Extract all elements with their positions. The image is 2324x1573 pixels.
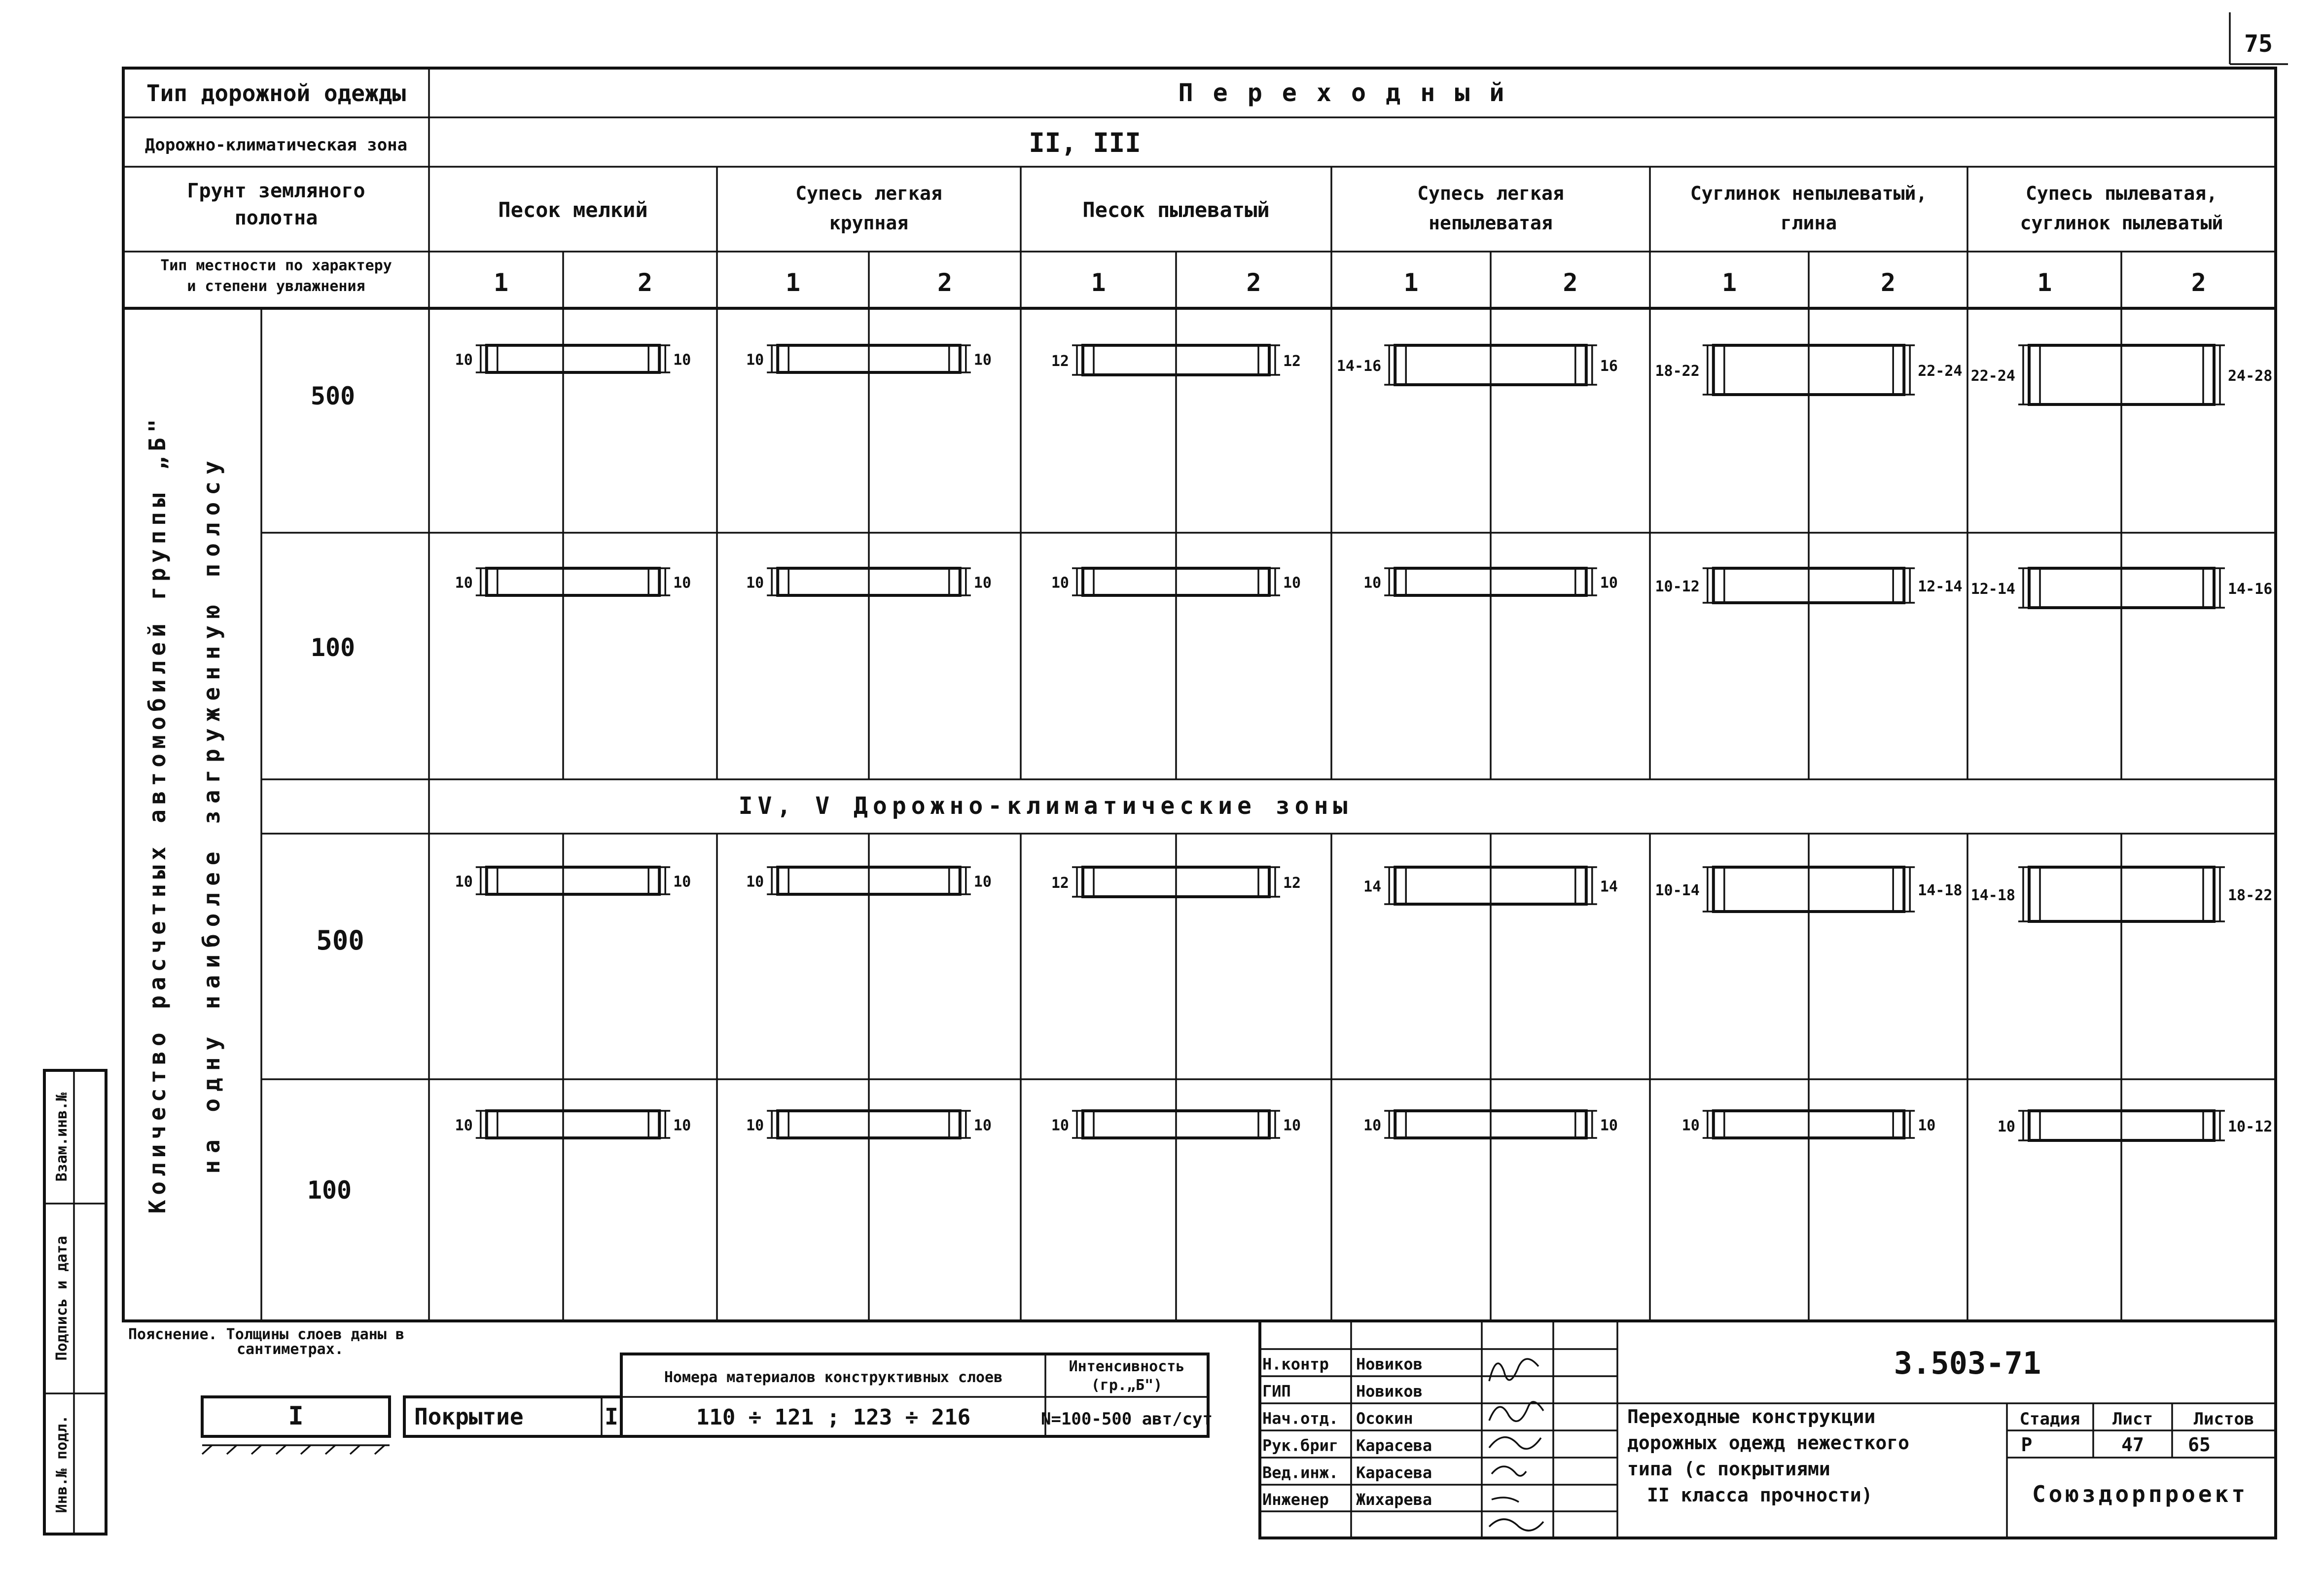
page-number: 75 [2244, 30, 2273, 58]
materials-value: 110 ÷ 121 ; 123 ÷ 216 [696, 1405, 971, 1430]
signature-rows [1262, 1355, 1432, 1509]
sheet-label: Лист [2112, 1409, 2153, 1429]
pavement-section [455, 345, 691, 372]
soil-header-4-line2: непылеватая [1429, 212, 1553, 234]
thickness-right: 10 [973, 1117, 992, 1134]
terrain-label: Тип местности по характеру и степени увлажнения [160, 257, 392, 295]
thickness-right: 14-16 [2228, 581, 2273, 598]
desc-line4: II класса прочности) [1647, 1484, 1873, 1506]
row-value-3: 500 [316, 925, 364, 956]
thickness-right: 10 [673, 873, 691, 891]
legend-layer-name: Покрытие [414, 1403, 524, 1430]
row-value-1: 500 [310, 382, 356, 410]
materials-header: Номера материалов конструктивных слоев [664, 1369, 1003, 1386]
signature-name: Карасева [1356, 1436, 1432, 1455]
soil-header-5-line2: глина [1780, 212, 1837, 234]
main-table-border [123, 68, 2276, 1321]
thickness-left: 10 [455, 574, 473, 592]
terrain-type-1: 1 [493, 268, 509, 297]
document-code: 3.503-71 [1894, 1345, 2041, 1381]
signature-name: Осокин [1356, 1409, 1413, 1428]
thickness-right: 24-28 [2228, 367, 2273, 385]
thickness-right: 10 [973, 574, 992, 592]
thickness-right: 10-12 [2228, 1118, 2273, 1135]
signature-role: ГИП [1262, 1382, 1291, 1401]
column-dividers [563, 167, 2121, 1321]
stage-label: Стадия [2019, 1409, 2080, 1429]
legend-layer-index: I [605, 1403, 618, 1430]
signature-name: Новиков [1356, 1382, 1423, 1401]
thickness-left: 12-14 [1970, 581, 2015, 598]
side-label [144, 414, 225, 1214]
side-label-line1: Количество расчетных автомобилей группы „Б" [144, 414, 171, 1214]
legend-symbol-label: I [288, 1401, 304, 1431]
thickness-right: 18-22 [2228, 887, 2273, 904]
intensity-header-2: (гр.„Б") [1091, 1377, 1163, 1394]
thickness-right: 22-24 [1918, 363, 1963, 380]
thickness-left: 10 [455, 351, 473, 369]
thickness-left: 10 [455, 1117, 473, 1134]
thickness-left: 10 [1363, 1117, 1382, 1134]
stage-value: Р [2021, 1434, 2033, 1456]
type-label: Тип дорожной одежды [146, 80, 406, 107]
thickness-right: 12 [1283, 875, 1301, 892]
desc-line1: Переходные конструкции [1627, 1406, 1876, 1427]
signature-role: Нач.отд. [1262, 1409, 1339, 1428]
thickness-left: 10-12 [1655, 578, 1700, 595]
terrain-type-2: 2 [1246, 268, 1261, 297]
side-label-line2: на одну наиболее загруженную полосу [198, 454, 225, 1174]
sheets-value: 65 [2188, 1434, 2211, 1456]
sheets-label: Листов [2193, 1409, 2254, 1429]
thickness-left: 18-22 [1655, 363, 1700, 380]
handwritten-signatures [1489, 1359, 1543, 1531]
terrain-type-2: 2 [937, 268, 953, 297]
desc-line3: типа (с покрытиями [1627, 1458, 1830, 1480]
terrain-type-2: 2 [637, 268, 653, 297]
thickness-left: 10 [1051, 574, 1069, 592]
terrain-type-2: 2 [1563, 268, 1578, 297]
terrain-headers [494, 268, 2206, 297]
thickness-left: 10-14 [1655, 882, 1700, 899]
thickness-right: 16 [1600, 358, 1618, 375]
intensity-value: N=100-500 авт/сут [1041, 1409, 1213, 1429]
soil-header-6-line1: Супесь пылеватая, [2026, 183, 2217, 204]
intensity-header-1: Интенсивность [1069, 1358, 1185, 1375]
thickness-left: 10 [1681, 1117, 1700, 1134]
pavement-schematics [455, 345, 2273, 1140]
soil-header-4-line1: Супесь легкая [1417, 183, 1564, 204]
thickness-left: 14 [1363, 878, 1382, 896]
thickness-left: 10 [746, 351, 764, 369]
note-line2: сантиметрах. [237, 1341, 344, 1358]
signature-name: Жихарева [1356, 1490, 1432, 1509]
thickness-right: 12-14 [1918, 578, 1963, 595]
row-value-2: 100 [310, 633, 356, 662]
thickness-left: 14-18 [1970, 887, 2015, 904]
signature-role: Рук.бриг [1262, 1436, 1339, 1455]
terrain-type-1: 1 [1403, 268, 1419, 297]
pavement-section [1998, 1111, 2272, 1140]
thickness-right: 10 [1918, 1117, 1936, 1134]
thickness-left: 10 [746, 1117, 764, 1134]
legend-ground-hatch [202, 1445, 390, 1454]
row-value-4: 100 [307, 1176, 352, 1205]
thickness-right: 10 [1600, 574, 1618, 592]
type-value: Переходный [1178, 78, 1524, 107]
thickness-left: 10 [1997, 1118, 2015, 1135]
thickness-left: 10 [746, 873, 764, 891]
signature-role: Инженер [1262, 1490, 1329, 1509]
terrain-type-1: 1 [785, 268, 801, 297]
thickness-left: 10 [1051, 1117, 1069, 1134]
terrain-type-1: 1 [1721, 268, 1737, 297]
signature-name: Новиков [1356, 1354, 1423, 1374]
pavement-section [455, 867, 691, 894]
thickness-left: 12 [1051, 875, 1069, 892]
signature-name: Карасева [1356, 1463, 1432, 1482]
soil-header-2-line2: крупная [829, 212, 909, 234]
thickness-right: 10 [973, 873, 992, 891]
thickness-right: 12 [1283, 353, 1301, 370]
thickness-left: 10 [455, 873, 473, 891]
desc-line2: дорожных одежд нежесткого [1627, 1432, 1909, 1454]
organization: Союздорпроект [2032, 1481, 2249, 1507]
thickness-left: 10 [1363, 574, 1382, 592]
sheet-value: 47 [2121, 1434, 2144, 1456]
zone-value: II, III [1029, 127, 1141, 158]
signature-role: Вед.инж. [1262, 1463, 1339, 1482]
terrain-type-1: 1 [2037, 268, 2052, 297]
thickness-left: 12 [1051, 353, 1069, 370]
pavement-section [1337, 345, 1618, 385]
thickness-right: 10 [1283, 574, 1301, 592]
thickness-left: 10 [746, 574, 764, 592]
thickness-right: 14-18 [1918, 882, 1963, 899]
soil-header-3: Песок пылеватый [1082, 198, 1270, 222]
terrain-type-2: 2 [2191, 268, 2206, 297]
pavement-section [455, 1111, 691, 1138]
terrain-type-2: 2 [1880, 268, 1896, 297]
zone-label: Дорожно-климатическая зона [144, 135, 408, 155]
soil-header-6-line2: суглинок пылеватый [2020, 212, 2223, 234]
thickness-right: 10 [673, 1117, 691, 1134]
thickness-right: 10 [673, 574, 691, 592]
stamp-replaced: Взам.инв.№ [53, 1092, 71, 1182]
soil-header-5-line1: Суглинок непылеватый, [1690, 183, 1928, 204]
stamp-inventory: Инв.№ подл. [53, 1415, 71, 1513]
soil-headers [498, 183, 2223, 234]
pavement-section [455, 568, 691, 595]
thickness-right: 10 [973, 351, 992, 369]
soil-header-1: Песок мелкий [498, 198, 648, 222]
thickness-left: 22-24 [1970, 367, 2015, 385]
soil-header-2-line1: Супесь легкая [795, 183, 942, 204]
thickness-right: 14 [1600, 878, 1618, 896]
stamp-signature-date: Подпись и дата [53, 1236, 71, 1361]
zone2-label: IV, V Дорожно-климатические зоны [738, 792, 1353, 820]
note-line1: Пояснение. Толщины слоев даны в [128, 1326, 404, 1343]
thickness-right: 10 [1600, 1117, 1618, 1134]
terrain-type-1: 1 [1091, 268, 1106, 297]
thickness-right: 10 [673, 351, 691, 369]
signature-role: Н.контр [1262, 1354, 1329, 1374]
thickness-right: 10 [1283, 1117, 1301, 1134]
thickness-left: 14-16 [1336, 358, 1382, 375]
soil-label: Грунт земляного полотна [187, 180, 365, 229]
